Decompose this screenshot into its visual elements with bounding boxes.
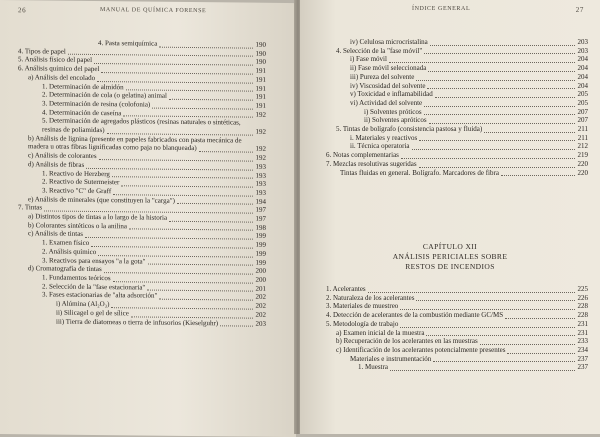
toc-page-number: 234 (577, 345, 588, 354)
toc-page-number: 199 (255, 232, 266, 241)
toc-page-number: 233 (577, 337, 588, 346)
toc-entry-title: 4. Tipos de papel (18, 46, 66, 56)
toc-entry-title: 2. Selección de la "fase estacionaria" (42, 282, 146, 292)
toc-page-number: 237 (577, 354, 588, 363)
toc-page-number: 211 (577, 125, 588, 134)
toc-entry-title: ii. Técnica operatoria (350, 142, 410, 151)
toc-page-number: 205 (577, 90, 588, 99)
toc-page-number: 191 (255, 66, 266, 75)
left-running-head (18, 6, 288, 15)
toc-leader-dots (368, 291, 575, 293)
toc-entry (326, 125, 588, 134)
toc-entry-title: a) Distintos tipos de tintas a lo largo de la historia (28, 212, 168, 222)
toc-entry-title: a) Examen inicial de la muestra (336, 328, 425, 337)
toc-entry-title: ii) Silicagel o gel de sílice (56, 308, 129, 318)
toc-leader-dots (220, 325, 252, 327)
toc-entry (326, 90, 588, 99)
toc-page-number: 219 (577, 151, 588, 160)
toc-entry-title: ii) Fase móvil seleccionada (350, 64, 427, 73)
toc-entry (326, 302, 588, 311)
toc-entry-title: b) Colorantes sintéticos o la anilina (28, 221, 127, 231)
toc-page-number: 197 (255, 206, 266, 215)
toc-entry-title: 5. Tintas de bolígrafo (consistencia pastosa y fluida) (336, 125, 483, 134)
toc-entry (326, 160, 588, 169)
toc-entry (326, 64, 588, 73)
toc-page-number: 199 (255, 258, 266, 267)
toc-page-number: 191 (255, 75, 266, 84)
toc-page-number: 201 (255, 284, 266, 293)
toc-entry-title: 5. Análisis físico del papel (18, 55, 93, 65)
toc-entry (326, 73, 588, 82)
toc-page-number: 202 (255, 301, 266, 310)
toc-entry (326, 134, 588, 143)
toc-page-number: 190 (255, 58, 266, 67)
toc-leader-dots (419, 166, 575, 168)
toc-leader-dots (501, 174, 575, 176)
toc-entry-title: 6. Notas complementarias (326, 151, 399, 160)
toc-entry-title: vi) Actividad del solvente (350, 98, 423, 107)
toc-entry-title: iii) Tierra de diatomeas o tierra de infusorios (Kieselguhr) (56, 317, 219, 327)
toc-page-number: 199 (255, 249, 266, 258)
toc-entry (326, 47, 588, 56)
toc-entry-title: d) Cromatografía de tintas (28, 264, 102, 274)
toc-page-number: 228 (577, 302, 588, 311)
toc-entry-title: 5. Determinación de agregados plásticos (resinas naturales o sintéticas, resinas de poliamidas) (42, 116, 241, 135)
toc-page-number: 203 (577, 38, 588, 46)
toc-entry-title: c) Identificación de los acelerantes potencialmente presentes (336, 345, 506, 354)
toc-entry (326, 169, 588, 178)
toc-entry-title: 4. Detección de acelerantes de la combustión mediante GC/MS (326, 311, 504, 320)
toc-entry (326, 311, 588, 320)
toc-entry (326, 320, 588, 329)
toc-entry-title: 5. Metodología de trabajo (326, 319, 399, 328)
toc-entry-title: 1. Examen físico (42, 238, 90, 248)
toc-entry-title: 2. Naturaleza de los acelerantes (326, 293, 415, 302)
toc-entry (326, 142, 588, 151)
toc-entry (326, 82, 588, 91)
toc-page-number: 204 (577, 64, 588, 73)
toc-page-number: 192 (255, 153, 266, 162)
toc-list-right (326, 38, 588, 177)
toc-entry-title: iv) Celulosa microcristalina (350, 38, 428, 46)
toc-entry-title: 3. Fases estacionarias de "alta adsorción" (42, 290, 158, 301)
left-header-title: MANUAL DE QUÍMICA FORENSE (100, 7, 207, 15)
toc-entry (326, 116, 588, 125)
toc-entry-title: 1. Fundamentos teóricos (42, 273, 111, 283)
toc-page-number: 228 (577, 311, 588, 320)
toc-page-number: 202 (255, 293, 266, 302)
toc-page-number: 205 (577, 98, 588, 107)
toc-entry (326, 329, 588, 338)
toc-entry-title: Tintas fluidas en general. Bolígrafo. Marcadores de fibra (340, 168, 499, 177)
toc-entry (326, 337, 588, 346)
toc-entry-title: 3. Reactivo "C" de Graff (42, 186, 112, 196)
toc-page-number: 191 (255, 92, 266, 102)
toc-leader-dots (389, 61, 575, 63)
toc-leader-dots (428, 70, 574, 72)
toc-page-number: 193 (255, 162, 266, 171)
toc-entry-title: b) Recuperación de los acelerantes en las muestras (336, 337, 478, 346)
toc-page-number: 198 (255, 223, 266, 232)
toc-entry-title: iv) Viscosidad del solvente (350, 81, 426, 90)
toc-entry-title: 2. Determinación de cola (o gelatina) animal (42, 90, 167, 100)
toc-entry (18, 317, 266, 328)
chapter-label: CAPÍTULO XII (422, 242, 478, 251)
toc-entry-title: ii) Solventes apróticos (364, 116, 427, 125)
toc-page-number: 190 (255, 49, 266, 58)
toc-leader-dots (400, 326, 574, 328)
toc-page-number: 231 (577, 319, 588, 328)
toc-entry-title: iii) Pureza del solvente (350, 72, 415, 81)
left-page-number: 26 (18, 6, 27, 15)
toc-page-number: 220 (577, 159, 588, 168)
toc-leader-dots (416, 79, 574, 81)
toc-entry (326, 55, 588, 64)
toc-entry-title: a) Análisis del encolado (28, 73, 96, 82)
toc-entry (326, 346, 588, 355)
toc-entry-title: i) Alúmina (Al₂O₃) (56, 299, 110, 309)
toc-page-number: 199 (255, 240, 266, 249)
toc-entry-title: 1. Reactivo de Herzberg (42, 168, 110, 178)
toc-leader-dots (505, 317, 574, 319)
toc-leader-dots (424, 105, 574, 107)
toc-leader-dots (426, 334, 574, 336)
toc-page-number: 200 (255, 275, 266, 284)
toc-page-number: 200 (255, 266, 266, 276)
toc-entry (326, 285, 588, 294)
toc-entry-title: i) Fase móvil (350, 55, 387, 64)
toc-page-number: 231 (577, 328, 588, 337)
toc-page-number: 191 (255, 101, 266, 110)
toc-page-number: 202 (255, 310, 266, 319)
toc-page-number: 193 (255, 188, 266, 197)
toc-entry-title: 1. Acelerantes (326, 285, 366, 293)
toc-entry-title: 4. Pasta semiquímica (98, 39, 158, 48)
toc-leader-dots (507, 352, 574, 354)
toc-page-number: 192 (255, 127, 266, 136)
toc-page-number: 203 (577, 46, 588, 55)
toc-page-number: 212 (577, 142, 588, 151)
toc-leader-dots (433, 360, 574, 362)
toc-leader-dots (390, 369, 575, 371)
toc-page-number: 237 (577, 363, 588, 372)
chapter-title-line1: ANÁLISIS PERICIALES SOBRE (392, 252, 508, 261)
toc-leader-dots (484, 131, 575, 133)
chapter-title-line2: RESTOS DE INCENDIOS (405, 262, 495, 271)
toc-entry-title: 7. Mezclas resolutivas sugeridas (326, 159, 417, 168)
toc-entry (326, 108, 588, 117)
toc-entry-title: 1. Determinación de almidón (42, 81, 124, 91)
toc-page-number: 204 (577, 81, 588, 90)
toc-leader-dots (430, 44, 575, 46)
toc-leader-dots (401, 157, 575, 159)
toc-leader-dots (480, 343, 575, 345)
toc-list-chapter-xii (326, 285, 588, 372)
toc-page-number: 192 (255, 110, 266, 119)
toc-page-number: 194 (255, 197, 266, 206)
toc-entry-title: 2. Reactivo de Sutermeister (42, 177, 120, 187)
toc-entry-title: 3. Determinación de resina (colofonia) (42, 99, 151, 109)
toc-leader-dots (427, 87, 574, 89)
toc-page-number: 204 (577, 72, 588, 81)
toc-entry-title: c) Análisis de colorantes (28, 151, 97, 161)
toc-page-number: 204 (577, 55, 588, 64)
toc-page-number: 203 (255, 319, 266, 328)
toc-leader-dots (424, 52, 574, 54)
toc-entry-title: d) Análisis de fibras (28, 160, 85, 169)
toc-page-number: 192 (255, 145, 266, 154)
right-page-number: 27 (575, 6, 584, 14)
toc-leader-dots (416, 299, 574, 301)
toc-page-number: 190 (255, 40, 266, 49)
toc-page-number: 191 (255, 84, 266, 93)
toc-entry-title: 3. Reactivos para ensayos "a la gota" (42, 256, 146, 266)
toc-entry-title: 4. Selección de la "fase móvil" (336, 46, 423, 55)
toc-entry-title: 3. Materiales de muestreo (326, 302, 399, 311)
toc-entry (326, 151, 588, 160)
toc-page-number: 226 (577, 293, 588, 302)
toc-entry-title: i) Solventes próticos (364, 107, 422, 116)
toc-page-number: 211 (577, 133, 588, 142)
toc-leader-dots (429, 122, 575, 124)
toc-page-number: 193 (255, 171, 266, 180)
right-header-title: ÍNDICE GENERAL (412, 6, 471, 12)
toc-leader-dots (419, 139, 574, 141)
toc-leader-dots (424, 113, 575, 115)
toc-entry (326, 99, 588, 108)
toc-page-number: 193 (255, 179, 266, 189)
toc-entry-title: i. Materiales y reactivos (350, 133, 418, 142)
toc-leader-dots (435, 96, 575, 98)
toc-entry-title: 2. Análisis químico (42, 247, 97, 256)
toc-list-left (18, 38, 266, 328)
toc-page-number: 220 (577, 168, 588, 177)
toc-page-number: 207 (577, 107, 588, 116)
toc-entry-title: v) Toxicidad e inflamabilidad (350, 90, 433, 99)
toc-entry (326, 363, 588, 372)
toc-page-number: 207 (577, 116, 588, 125)
toc-page-number: 225 (577, 285, 588, 293)
right-page (300, 0, 600, 434)
toc-entry-title: 4. Determinación de caseína (42, 108, 122, 117)
toc-entry (326, 294, 588, 303)
toc-page-number: 197 (255, 214, 266, 223)
toc-entry-title: 6. Análisis químico del papel (18, 64, 100, 74)
toc-entry-title: 1. Muestra (358, 363, 388, 372)
toc-entry-title: 7. Tintas (18, 203, 43, 212)
left-page (0, 0, 296, 437)
toc-entry-title: b) Análisis de lignina (presente en papeles fabricados con pasta mecánica de madera u otras fibras lignificadas como paja no blanqueada) (28, 134, 242, 153)
toc-entry-title: c) Análisis de tintas (28, 229, 84, 239)
toc-entry-title: Materiales e instrumentación (350, 354, 432, 363)
toc-leader-dots (412, 148, 575, 150)
toc-entry (326, 355, 588, 364)
toc-entry-title: e) Análisis de minerales (que constituyen la "carga") (28, 194, 175, 205)
toc-entry (326, 38, 588, 47)
toc-leader-dots (400, 308, 574, 310)
